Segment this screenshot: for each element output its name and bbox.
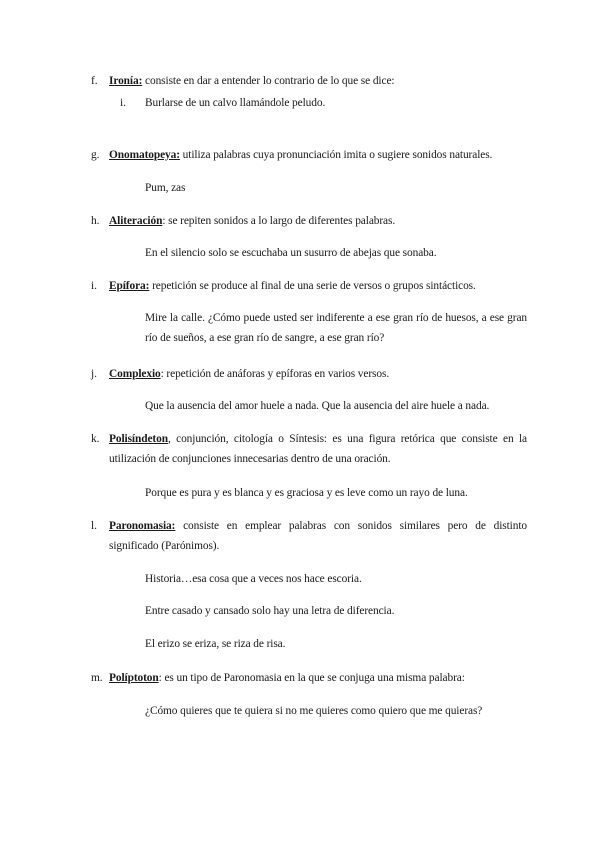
example-text: Mire la calle. ¿Cómo puede usted ser indiferente a ese gran río de huesos, a ese gran río de sueños, a ese gran río de sangre, a ese gran río? [145, 312, 527, 344]
term-complexio: Complexio [109, 368, 161, 380]
term-ironia: Ironía: [109, 75, 143, 87]
item-g-line [109, 148, 492, 162]
term-paronomasia: Paronomasia: [109, 520, 176, 532]
term-epifora: Epífora: [109, 280, 150, 292]
item-letter: g. [91, 149, 100, 161]
term-aliteracion: Aliteración [109, 215, 163, 227]
definition-epifora: repetición se produce al final de una serie de versos o grupos sintácticos. [149, 280, 476, 292]
item-letter: i. [91, 280, 97, 292]
example-text: Historia…esa cosa que a veces nos hace escoria. [145, 573, 362, 585]
item-letter: h. [91, 215, 100, 227]
example-text: Entre casado y cansado solo hay una letra de diferencia. [145, 605, 395, 617]
definition-onomatopeya: utiliza palabras cuya pronunciación imita o sugiere sonidos naturales. [179, 149, 493, 161]
definition-poliptoton: : es un tipo de Paronomasia en la que se conjuga una misma palabra: [158, 672, 465, 684]
example-text: ¿Cómo quieres que te quiera si no me quieres como quiero que me quieras? [145, 705, 483, 717]
example-text: El erizo se eriza, se riza de risa. [145, 638, 286, 650]
term-poliptoton: Políptoton [109, 672, 159, 684]
example-text: Pum, zas [145, 182, 186, 194]
item-letter: l. [91, 520, 97, 532]
item-letter: f. [91, 75, 98, 87]
sub-item-text: Burlarse de un calvo llamándole peludo. [145, 97, 326, 109]
item-l-line [109, 516, 527, 556]
example-text: Que la ausencia del amor huele a nada. Que la ausencia del aire huele a nada. [145, 400, 490, 412]
definition-polisindeton: , conjunción, citología o Síntesis: es una figura retórica que consiste en la utilización de conjunciones innecesarias dentro de una oración. [109, 433, 527, 465]
item-j-line [109, 367, 389, 381]
item-m-line [109, 671, 465, 685]
definition-ironia: consiste en dar a entender lo contrario de lo que se dice: [142, 75, 395, 87]
example-text: En el silencio solo se escuchaba un susurro de abejas que sonaba. [145, 247, 437, 259]
example-text: Porque es pura y es blanca y es graciosa y es leve como un rayo de luna. [145, 487, 468, 499]
item-i-line [109, 279, 476, 293]
definition-paronomasia: consiste en emplear palabras con sonidos similares pero de distinto significado (Parónimos). [109, 520, 527, 552]
item-k-line [109, 429, 527, 469]
term-polisindeton: Polisíndeton [109, 433, 168, 445]
item-letter: m. [91, 672, 103, 684]
item-letter: k. [91, 433, 100, 445]
definition-aliteracion: : se repiten sonidos a lo largo de diferentes palabras. [162, 215, 396, 227]
term-onomatopeya: Onomatopeya: [109, 149, 180, 161]
item-letter: j. [91, 368, 97, 380]
item-h-line [109, 214, 395, 228]
sub-item-number: i. [120, 97, 126, 109]
item-f-line [109, 74, 394, 88]
definition-complexio: : repetición de anáforas y epíforas en varios versos. [160, 368, 390, 380]
